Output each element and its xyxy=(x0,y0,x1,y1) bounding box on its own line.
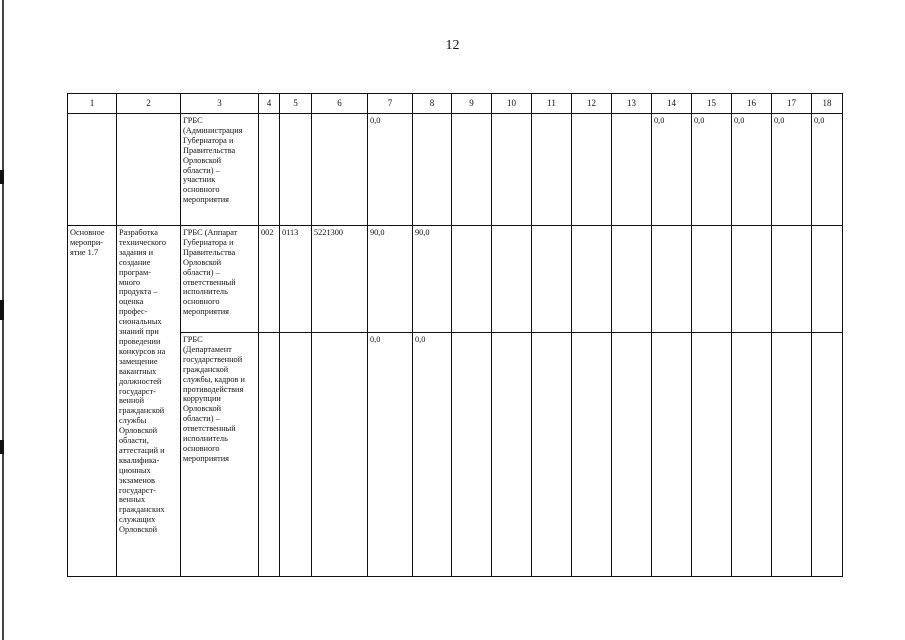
column-header: 12 xyxy=(572,94,612,114)
table-cell xyxy=(812,226,843,333)
table-row xyxy=(68,333,843,577)
column-header: 2 xyxy=(117,94,181,114)
table-cell xyxy=(652,226,692,333)
table-cell xyxy=(117,226,181,577)
table-cell xyxy=(692,226,732,333)
scan-edge-mark xyxy=(0,300,4,320)
column-header: 1 xyxy=(68,94,117,114)
column-header: 8 xyxy=(413,94,452,114)
table-cell xyxy=(280,114,312,226)
table-cell xyxy=(312,114,368,226)
table-cell xyxy=(772,226,812,333)
page-edge-line xyxy=(2,0,4,640)
table-cell: 0,0 xyxy=(652,114,692,226)
table-cell xyxy=(532,226,572,333)
table-cell xyxy=(612,226,652,333)
column-header: 10 xyxy=(492,94,532,114)
table-cell xyxy=(532,333,572,577)
column-header: 9 xyxy=(452,94,492,114)
table-cell xyxy=(452,114,492,226)
table-cell xyxy=(312,333,368,577)
table-cell xyxy=(452,333,492,577)
column-header: 18 xyxy=(812,94,843,114)
column-header: 11 xyxy=(532,94,572,114)
budget-table xyxy=(67,93,843,577)
table-cell xyxy=(572,114,612,226)
table-cell xyxy=(492,333,532,577)
table-cell xyxy=(68,226,117,577)
table-cell: 0,0 xyxy=(772,114,812,226)
column-header: 7 xyxy=(368,94,413,114)
table-cell: 90,0 xyxy=(413,226,452,333)
table-cell xyxy=(652,333,692,577)
table-cell: 002 xyxy=(259,226,280,333)
column-header: 17 xyxy=(772,94,812,114)
column-header: 6 xyxy=(312,94,368,114)
table-cell xyxy=(259,333,280,577)
table-cell xyxy=(572,226,612,333)
table-cell xyxy=(181,333,259,577)
table-cell xyxy=(117,114,181,226)
table-cell xyxy=(612,333,652,577)
table-cell xyxy=(452,226,492,333)
table-row xyxy=(68,114,843,226)
table-cell xyxy=(492,114,532,226)
table-cell xyxy=(68,114,117,226)
table-cell xyxy=(812,333,843,577)
column-header: 5 xyxy=(280,94,312,114)
column-header: 14 xyxy=(652,94,692,114)
table-cell xyxy=(532,114,572,226)
table-cell xyxy=(572,333,612,577)
executor-text: ГРБС (Администрация Губернатора и Правительства Орловской области) – участник основного мероприятия xyxy=(183,116,243,205)
table-cell: 0,0 xyxy=(812,114,843,226)
executor-text: ГРБС (Департамент государственной гражданской службы, кадров и противодействия коррупции Орловской области) – ответственный исполнитель основного мероприятия xyxy=(183,335,245,463)
column-header: 4 xyxy=(259,94,280,114)
table-cell xyxy=(181,114,259,226)
table-cell xyxy=(692,333,732,577)
table-header-row xyxy=(68,94,843,114)
table-cell xyxy=(181,226,259,333)
table-cell: 0,0 xyxy=(692,114,732,226)
column-header: 15 xyxy=(692,94,732,114)
executor-text: ГРБС (Аппарат Губернатора и Правительства Орловской области) – ответственный исполнитель основного мероприятия xyxy=(183,228,238,317)
measure-name: Основное меропри- ятие 1.7 xyxy=(70,228,105,257)
table-cell xyxy=(492,226,532,333)
table-cell: 0,0 xyxy=(413,333,452,577)
column-header: 13 xyxy=(612,94,652,114)
column-header: 3 xyxy=(181,94,259,114)
table-cell xyxy=(413,114,452,226)
table-cell: 5221300 xyxy=(312,226,368,333)
column-header: 16 xyxy=(732,94,772,114)
table-row xyxy=(68,226,843,333)
table-cell xyxy=(732,226,772,333)
scan-edge-mark xyxy=(0,440,4,454)
scan-edge-mark xyxy=(0,170,4,184)
table-cell xyxy=(772,333,812,577)
table-cell: 0,0 xyxy=(368,333,413,577)
table-cell xyxy=(612,114,652,226)
table-cell: 0,0 xyxy=(732,114,772,226)
table-cell: 0113 xyxy=(280,226,312,333)
table-cell xyxy=(732,333,772,577)
page-number: 12 xyxy=(445,38,460,53)
measure-description: Разработка технического задания и создание програм- много продукта – оценка профес- сиональных знаний при проведении конкурсов на замещение вакантных должностей государст- венной гражданской службы Орловской области, аттестаций и квалифика- ционных экзаменов государст- венных гражданских служащих Орловской xyxy=(119,228,167,535)
table-cell: 90,0 xyxy=(368,226,413,333)
table-cell xyxy=(259,114,280,226)
table-cell xyxy=(280,333,312,577)
table-cell: 0,0 xyxy=(368,114,413,226)
